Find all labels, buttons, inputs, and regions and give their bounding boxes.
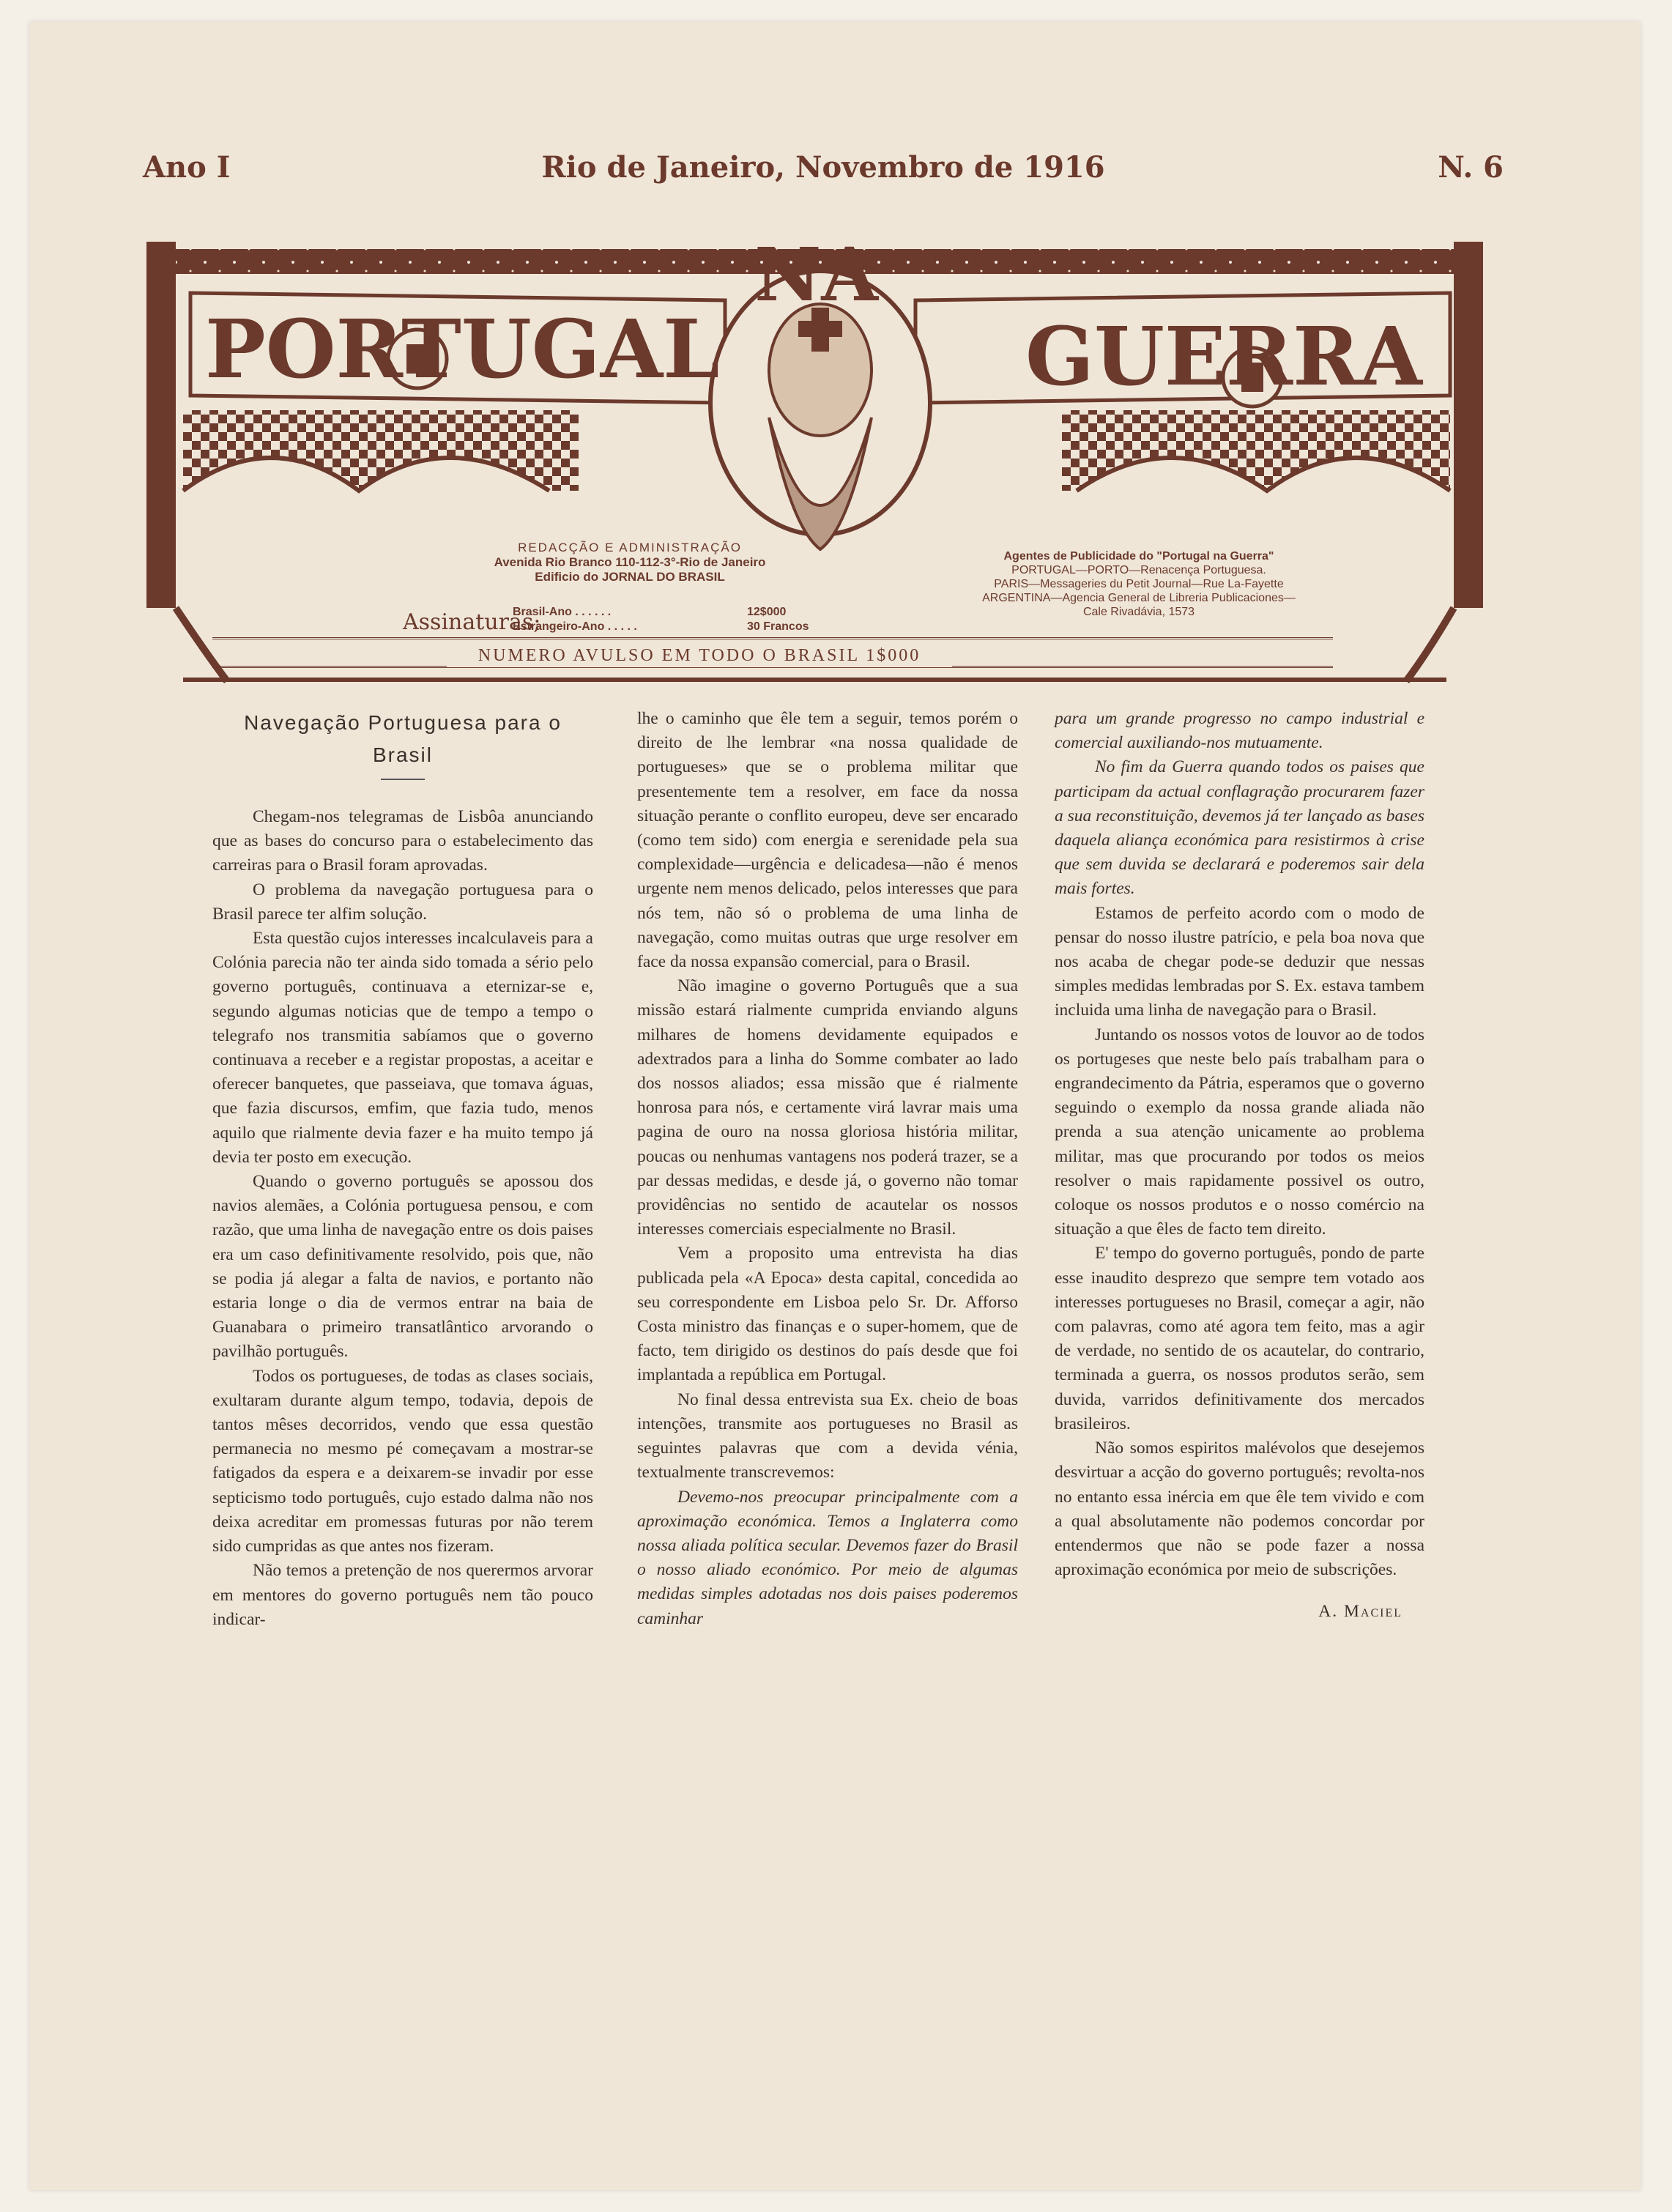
masthead-title-mid: NA <box>754 231 878 318</box>
masthead-title-left: PORTUGAL <box>205 302 720 396</box>
paragraph: Esta questão cujos interesses incalculaveis para a Colónia parecia não ter ainda sido tomada a sério pelo governo português, continuava a eternizar-se e, segundo algumas noticias que de tempo a tempo o telegrafo nos transmitia sabíamos que o governo continuava a receber e a registar propostas, a aceitar e oferecer banquetes, que passeiava, que tomava águas, que fazia discursos, emfim, que fazia tudo, menos aquilo que rialmente devia fazer e ha muito tempo já devia ter posto em execução. <box>212 929 593 1167</box>
right-pillar <box>1454 242 1483 608</box>
paragraph: Juntando os nossos votos de louvor ao de todos os portugeses que neste belo país trabalham para o engrandecimento da Pátria, esperamos que o governo seguindo o exemplo da nossa grande aliada não prenda a sua atenção unicamente ao problema militar, mas que procurando por todos os meios resolver o mais rapidamente possivel os outro, coloque os nossos produtos e o nosso comércio na situação a que êles de facto tem direito. <box>1055 1025 1424 1239</box>
paragraph: Não imagine o governo Português que a sua missão estará rialmente cumprida enviando alguns milhares de homens devidamente equipados e adextrados para a linha do Somme combater ao lado dos nossos aliados; essa missão que é rialmente honrosa para nós, e certamente virá lavrar mais uma pagina de ouro na nossa gloriosa história militar, poucas ou nenhumas vantagens nos poderá trazer, se a par dessas medidas, e desde já, o governo não tomar providências no sentido de acautelar os nossos interesses comerciais especialmente no Brasil. <box>637 976 1018 1239</box>
single-copy-price: NUMERO AVULSO EM TODO O BRASIL 1$000 <box>447 645 952 667</box>
headline-rule <box>381 779 425 780</box>
bottom-rule <box>183 678 1446 682</box>
author-signature: A. Maciel <box>1318 1602 1402 1622</box>
price-brasil: 12$000 <box>747 606 787 618</box>
price-foreign: 30 Francos <box>747 620 809 633</box>
paragraph: Não somos espiritos malévolos que desejemos desvirtuar a acção do governo português; revolta-nos no entanto essa inércia em que êle tem vivido e com a qual absolutamente não podemos concordar por entendermos que não se pode fazer a nossa aproximação económica por meio de subscrições. <box>1055 1439 1424 1580</box>
dateline <box>143 150 1504 201</box>
paragraph: Chegam-nos telegramas de Lisbôa anunciando que as bases do concurso para o estabelecimento das carreiras para o Brasil foram aprovadas. <box>212 807 593 875</box>
quoted-paragraph: No fim da Guerra quando todos os paises que participam da actual conflagração procurarem fazer a sua reconstituição, devemos já ter lançado as bases daquela aliança económica para resistirmos à crise que sem duvida se declarará e poderemos sair dela mais fortes. <box>1055 757 1424 899</box>
masthead <box>139 212 1490 696</box>
year-label: Ano I <box>143 150 231 185</box>
left-pillar <box>146 242 176 608</box>
office-building: Edificio do JORNAL DO BRASIL <box>535 570 725 584</box>
paragraph: Todos os portugueses, de todas as clases sociais, exultaram durante algum tempo, todavia, depois de tantos mêses decorridos, vendo que essa questão permanecia no mesmo pé começavam a mostrar-se fatigados da espera e a deixarem-se invadir por esse septicismo todo português, cujo estado dalma não nos deixa acreditar em promessas futuras por não terem sido cumpridas as que antes nos fizeram. <box>212 1366 593 1556</box>
agent-line: PORTUGAL—PORTO—Renacença Portuguesa. <box>1011 564 1266 576</box>
subscription-prices <box>747 605 809 634</box>
place-date: Rio de Janeiro, Novembro de 1916 <box>541 150 1105 185</box>
subscription-rows <box>513 605 637 634</box>
subscription-foreign: Estrangeiro-Ano . . . . . <box>513 620 637 633</box>
redaccao-title: REDACÇÃO E ADMINISTRAÇÃO <box>518 541 742 554</box>
advertising-agents <box>934 549 1344 619</box>
paragraph: Vem a proposito uma entrevista ha dias publicada pela «A Epoca» desta capital, concedida ao seu correspondente em Lisboa pelo Sr. Dr. Afforso Costa ministro das finanças e o super-homem, que de facto, tem dirigido os destinos do país desde que foi implantada a república em Portugal. <box>637 1244 1018 1385</box>
issue-number: N. 6 <box>1438 150 1504 185</box>
paragraph: Estamos de perfeito acordo com o modo de pensar do nosso ilustre patrício, e pela boa nova que nos acaba de chegar pode-se deduzir que nessas simples medidas lembradas por S. Ex. estava tambem incluida uma linha de navegação para o Brasil. <box>1055 903 1424 1020</box>
paragraph: Quando o governo português se apossou dos navios alemães, a Colónia portuguesa pensou, e com razão, que uma linha de navegação entre os dois paises era um caso definitivamente resolvido, pois que, não se podia já alegar a falta de navios, e portanto não estaria longe o dia de vermos entrar na baia de Guanabara o primeiro transatlântico arvorando o pavilhão português. <box>212 1172 593 1362</box>
paragraph: E' tempo do governo português, pondo de parte esse inaudito desprezo que sempre tem votado aos interesses portugueses no Brasil, começar a agir, não com palavras, como até agora tem feito, mas a agir de verdade, no sentido de os acautelar, do contrario, terminada a guerra, os nossos produtos serão, sem duvida, varridos definitivamente dos mercados brasileiros. <box>1055 1244 1424 1433</box>
article-headline: Navegação Portuguesa para o Brasil <box>244 711 562 766</box>
subscription-brasil: Brasil-Ano . . . . . . <box>513 606 612 618</box>
subscriptions-label: Assinaturas; <box>403 609 541 635</box>
quoted-paragraph: para um grande progresso no campo industrial e comercial auxiliando-nos mutuamente. <box>1055 709 1424 753</box>
masthead-title-right: GUERRA <box>1025 309 1422 404</box>
subscriptions <box>403 605 857 637</box>
quoted-paragraph: Devemo-nos preocupar principalmente com a aproximação económica. Temos a Inglaterra como nossa aliada política secular. Devemos fazer do Brasil o nosso aliado económico. Por meio de algumas medidas simples adotadas nos dois paises poderemos caminhar <box>637 1487 1018 1628</box>
agents-title: Agentes de Publicidade do "Portugal na Guerra" <box>1003 550 1274 563</box>
paragraph: O problema da navegação portuguesa para o Brasil parece ter alfim solução. <box>212 880 593 924</box>
agent-line: ARGENTINA—Agencia General de Libreria Publicaciones— <box>982 592 1296 604</box>
paragraph: No final dessa entrevista sua Ex. cheio de boas intenções, transmite aos portugueses no Brasil as seguintes palavras que com a devida vénia, textualmente transcrevemos: <box>637 1389 1018 1482</box>
article-column-2 <box>637 707 1018 1631</box>
paragraph: Não temos a pretenção de nos querermos arvorar em mentores do governo português nem tão pouco indicar- <box>212 1561 593 1629</box>
article-column-3 <box>1055 707 1424 1625</box>
agent-line: PARIS—Messageries du Petit Journal—Rue La-Fayette <box>994 578 1284 590</box>
article-column-1 <box>212 707 593 1632</box>
pendant-right <box>1406 608 1454 681</box>
office-address: Avenida Rio Branco 110-112-3°-Rio de Janeiro <box>494 555 766 569</box>
paragraph: lhe o caminho que êle tem a seguir, temos porém o direito de lhe lembrar «na nossa qualidade de portugueses» que se o problema militar que presentemente tem a resolver, em face da nossa situação perante o conflito europeu, deve ser encarado (como tem sido) com energia e serenidade pela sua complexidade—urgência e delicadesa—não é menos urgente nem menos delicado, pelos interesses que para nós tem, não só o problema de uma linha de navegação, como muitas outras que urge resolver em face da nossa expansão comercial, para o Brasil. <box>637 709 1018 972</box>
agent-line: Cale Rivadávia, 1573 <box>1082 606 1195 618</box>
editorial-office <box>403 541 857 635</box>
